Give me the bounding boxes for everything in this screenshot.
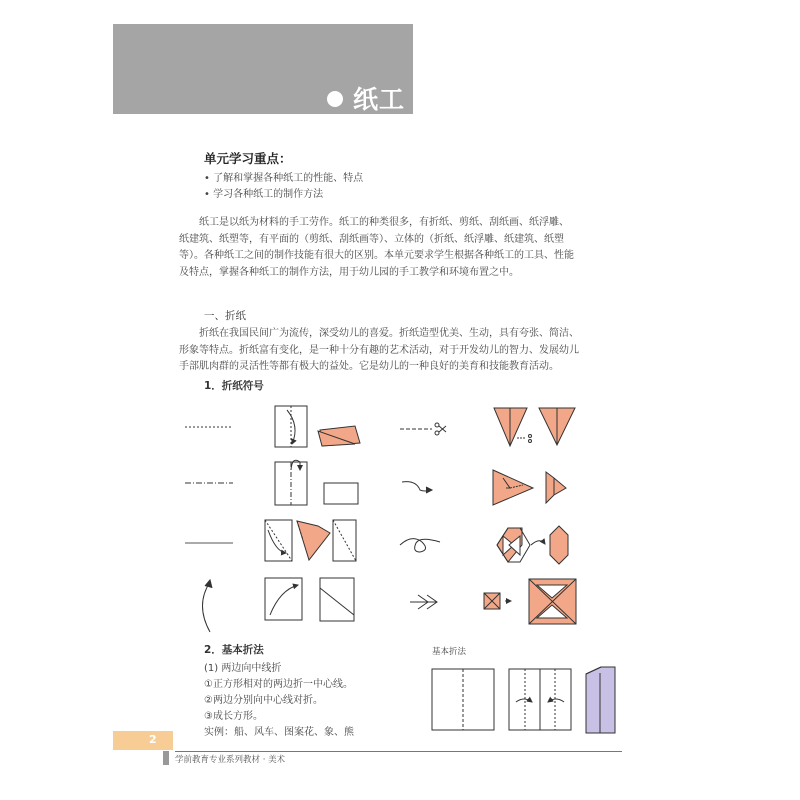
footer-divider bbox=[175, 751, 622, 752]
subsection-heading: 2．基本折法 bbox=[204, 644, 264, 656]
page-number-tab bbox=[113, 731, 173, 750]
basic-fold-figure bbox=[432, 667, 615, 733]
method-step: ②两边分别向中心线对折。 bbox=[204, 695, 323, 706]
method-title: (1) 两边向中线折 bbox=[204, 663, 282, 674]
fold-over-arrow-icon bbox=[400, 539, 440, 552]
footer-marker bbox=[163, 751, 169, 765]
chapter-title: 纸工 bbox=[327, 80, 405, 116]
fold-arrow-icon bbox=[203, 582, 211, 632]
key-point-item: • 学习各种纸工的制作方法 bbox=[204, 189, 324, 200]
method-example: 实例：船、风车、图案花、象、熊 bbox=[204, 727, 354, 738]
method-step: ①正方形相对的两边折一中心线。 bbox=[204, 679, 353, 690]
figure-caption: 基本折法 bbox=[432, 647, 467, 657]
method-step: ③成长方形。 bbox=[204, 711, 263, 722]
enlarge-arrow-icon bbox=[410, 595, 437, 609]
page-number: 2 bbox=[149, 733, 157, 746]
key-points-title: 单元学习重点： bbox=[204, 151, 292, 166]
footer-book-title: 学前教育专业系列教材 · 美术 bbox=[175, 755, 286, 765]
section-heading: 一、折纸 bbox=[204, 310, 246, 322]
section-paragraph: 折纸在我国民间广为流传，深受幼儿的喜爱。折纸造型优美、生动，具有夸张、简洁、 形象等特点。折纸富有变化，是一种十分有趣的艺术活动，对于开发幼儿的智力、发展幼儿 手部肌肉群的灵活性等都有极大的益处。它是幼儿的一种良好的美育和技能教育活动。 bbox=[179, 328, 579, 372]
subsection-heading: 1．折纸符号 bbox=[204, 380, 264, 392]
intro-paragraph: 纸工是以纸为材料的手工劳作。纸工的种类很多，有折纸、剪纸、刮纸画、纸浮雕、 纸建筑、纸塑等，有平面的（剪纸、刮纸画等）、立体的（折纸、纸浮雕、纸建筑、纸塑 等）。各种纸工之间的制作技能有很大的区别。本单元要求学生根据各种纸工的工具、性能 及特点，掌握各种纸工的制作方法，用于幼儿园的手工教学和环境布置之中。 bbox=[179, 217, 574, 278]
key-point-item: • 了解和掌握各种纸工的性能、特点 bbox=[204, 173, 364, 184]
